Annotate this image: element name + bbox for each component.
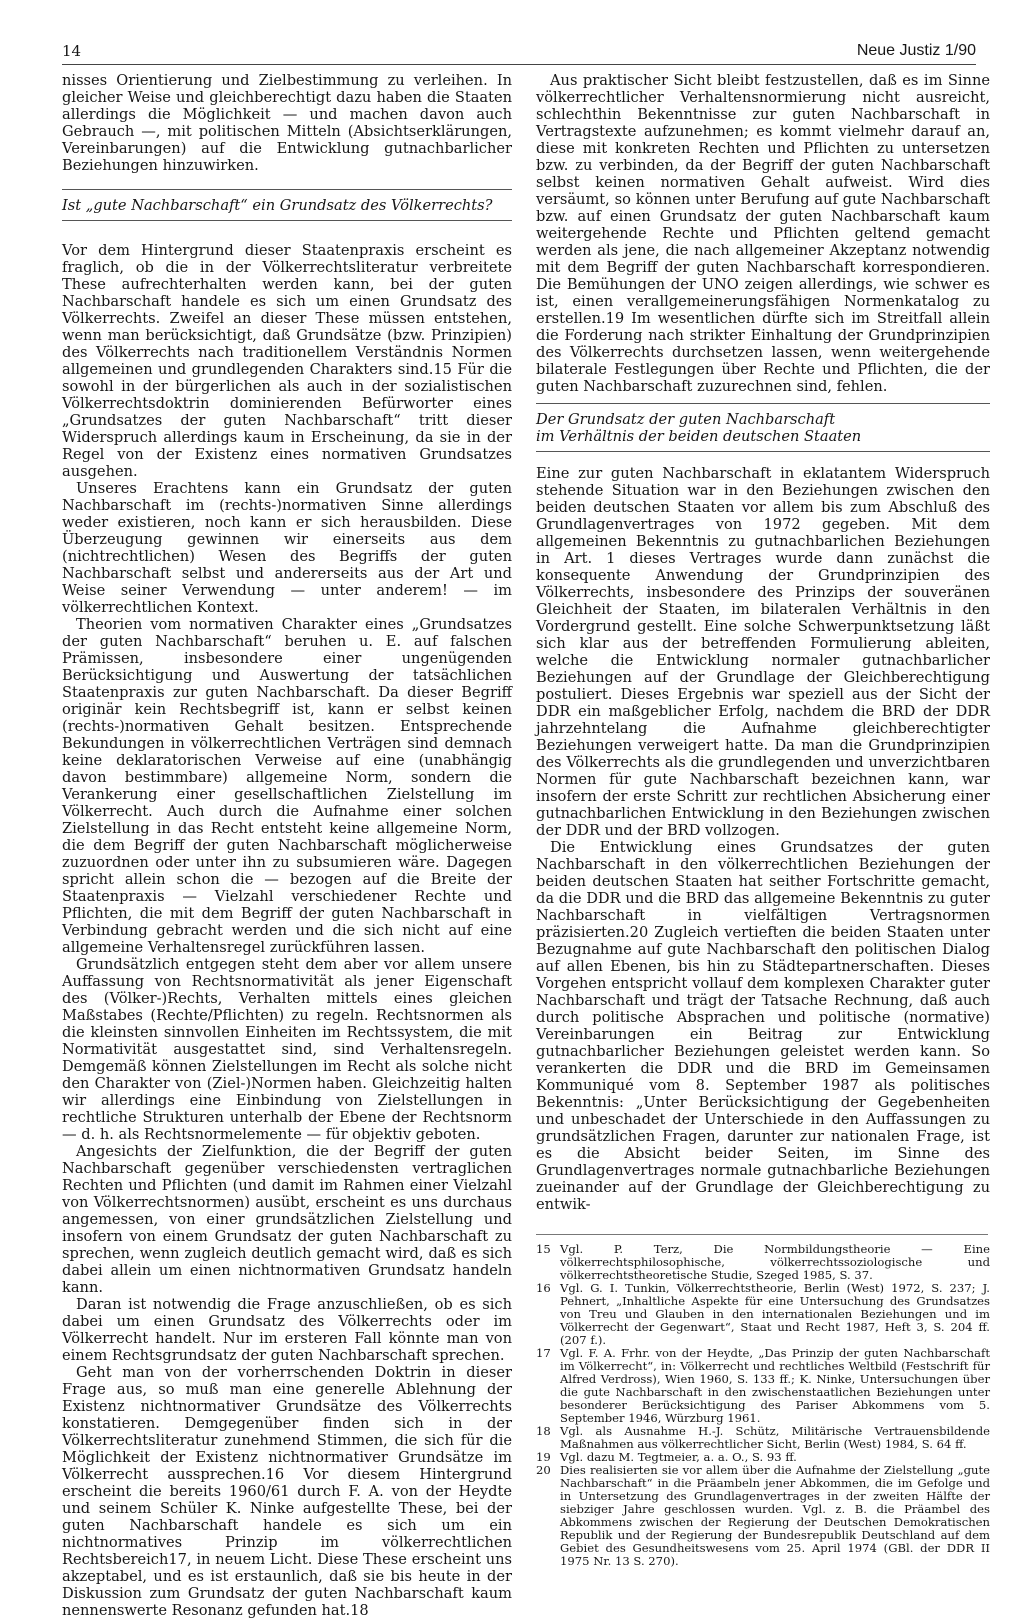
paragraph: Grundsätzlich entgegen steht dem aber vor allem unsere Auffassung von Rechtsnormativität als jener Eigenschaft des (Völker-)Rechts, Verhalten mittels eines gleichen Maßstabes (Rechte/Pflichten) zu regeln. Rechtsnormen als die kleinsten sinnvollen Einheiten im Rechtssystem, die mit Normativität ausgestattet sind, sind Verhaltensregeln. Demgemäß können Zielstellungen im Recht als solche nicht den Charakter von (Ziel-)Normen haben. Gleichzeitig halten wir allerdings eine Einbindung von Zielstellungen in rechtliche Strukturen unterhalb der Ebene der Rechtsnorm — d. h. als Rechtsnormelemente — für objektiv geboten. bbox=[62, 956, 512, 1143]
paragraph: Daran ist notwendig die Frage anzuschließen, ob es sich dabei um einen Grundsatz des Völkerrechts oder im Völkerrecht handelt. Nur im ersteren Fall könnte man von einem Rechtsgrundsatz der guten Nachbarschaft sprechen. bbox=[62, 1296, 512, 1364]
section-heading: Ist „gute Nachbarschaft“ ein Grundsatz des Völkerrechts? bbox=[62, 197, 493, 214]
footnote: 18 Vgl. als Ausnahme H.-J. Schütz, Militärische Vertrauensbildende Maßnahmen aus völkerrechtlicher Sicht, Berlin (West) 1984, S. 64 ff. bbox=[536, 1424, 990, 1451]
page-number: 14 bbox=[62, 42, 82, 60]
page-header bbox=[62, 40, 976, 64]
paragraph: Unseres Erachtens kann ein Grundsatz der guten Nachbarschaft im (rechts-)normativen Sinne allerdings weder existieren, noch kann er sich herausbilden. Diese Überzeugung gewinnen wir einerseits aus dem (nichtrechtlichen) Wesen des Begriffs der guten Nachbarschaft selbst und andererseits aus der Art und Weise seiner Verwendung — unter anderem! — im völkerrechtlichen Kontext. bbox=[62, 480, 512, 616]
paragraph: Die Entwicklung eines Grundsatzes der guten Nachbarschaft in den völkerrechtlichen Beziehungen der beiden deutschen Staaten hat seither Fortschritte gemacht, da die DDR und die BRD das allgemeine Bekenntnis zu guter Nachbarschaft in vielfältigen Vertragsnormen präzisierten.20 Zugleich vertieften die beiden Staaten unter Bezugnahme auf gute Nachbarschaft den politischen Dialog auf allen Ebenen, bis hin zu Städtepartnerschaften. Dieses Vorgehen entspricht vollauf dem komplexen Charakter guter Nachbarschaft und trägt der Tatsache Rechnung, daß auch durch politische Absprachen und politische (normative) Vereinbarungen ein Beitrag zur Entwicklung gutnachbarlicher Beziehungen geleistet werden kann. So verankerten die DDR und die BRD im Gemeinsamen Kommuniqué vom 8. September 1987 als politisches Bekenntnis: „Unter Berücksichtigung der Gegebenheiten und unbeschadet der Unterschiede in den Auffassungen zu grundsätzlichen Fragen, darunter zur nationalen Frage, ist es die Absicht beider Seiten, im Sinne des Grundlagenvertrages normale gutnachbarliche Beziehungen zueinander auf der Grundlage der Gleichberechtigung zu entwik- bbox=[536, 839, 990, 1213]
footnote-divider bbox=[536, 1234, 988, 1235]
paragraph: Aus praktischer Sicht bleibt festzustellen, daß es im Sinne völkerrechtlicher Verhaltensnormierung nicht ausreicht, schlechthin Bekenntnisse zur guten Nachbarschaft in Vertragstexte aufzunehmen; es kommt vielmehr darauf an, diese mit konkreten Rechten und Pflichten zu untersetzen bzw. zu verbinden, da der Begriff der guten Nachbarschaft selbst keinen normativen Gehalt aufweist. Wird dies versäumt, so können unter Berufung auf gute Nachbarschaft bzw. auf einen Grundsatz der guten Nachbarschaft kaum weitergehende Rechte und Pflichten geltend gemacht werden als jene, die nach allgemeiner Akzeptanz notwendig mit dem Begriff der guten Nachbarschaft korrespondieren. Die Bemühungen der UNO zeigen allerdings, wie schwer es ist, einen verallgemeinerungsfähigen Normenkatalog zu erstellen.19 Im wesentlichen dürfte sich im Streitfall allein die Forderung nach strikter Einhaltung der Grundprinzipien des Völkerrechts durchsetzen lassen, wenn weitergehende bilaterale Festlegungen über Rechte und Pflichten, die der guten Nachbarschaft zuzurechnen sind, fehlen. bbox=[536, 72, 990, 395]
paragraph: Theorien vom normativen Charakter eines „Grundsatzes der guten Nachbarschaft“ beruhen u. E. auf falschen Prämissen, insbesondere einer ungenügenden Berücksichtigung und Auswertung der tatsächlichen Staatenpraxis zur guten Nachbarschaft. Da dieser Begriff originär kein Rechtsbegriff ist, kann er selbst keinen (rechts-)normativen Gehalt besitzen. Entsprechende Bekundungen in völkerrechtlichen Verträgen sind demnach keine deklaratorischen Verweise auf eine (unabhängig davon bestimmbare) allgemeine Norm, sondern die Verankerung einer gesellschaftlichen Zielstellung im Völkerrecht. Auch durch die Aufnahme einer solchen Zielstellung in das Recht entsteht keine allgemeine Norm, die dem Begriff der guten Nachbarschaft möglicherweise zuzuordnen oder unter ihn zu subsumieren wäre. Dagegen spricht allein schon die — bezogen auf die Breite der Staatenpraxis — Vielzahl verschiedener Rechte und Pflichten, die mit dem Begriff der guten Nachbarschaft in Verbindung gebracht werden und die sich nicht auf eine allgemeine Verhaltensregel zurückführen lassen. bbox=[62, 616, 512, 956]
left-column bbox=[62, 72, 512, 1619]
section-divider bbox=[536, 451, 990, 452]
paragraph: Angesichts der Zielfunktion, die der Begriff der guten Nachbarschaft gegenüber verschiedensten vertraglichen Rechten und Pflichten (und damit im Rahmen einer Vielzahl von Völkerrechtsnormen) ausübt, erscheint es uns durchaus angemessen, von einer grundsätzlichen Zielstellung und insofern von einem Grundsatz der guten Nachbarschaft zu sprechen, wenn zugleich deutlich gemacht wird, daß es sich dabei allein um einen nichtnormativen Grundsatz handeln kann. bbox=[62, 1143, 512, 1296]
footnote: 16 Vgl. G. I. Tunkin, Völkerrechtstheorie, Berlin (West) 1972, S. 237; J. Pehnert, „Inhaltliche Aspekte für eine Untersuchung des Grundsatzes von Treu und Glauben in den internationalen Beziehungen und im Völkerrecht der Gegenwart“, Staat und Recht 1987, Heft 3, S. 204 ff. (207 f.). bbox=[536, 1281, 990, 1347]
header-divider bbox=[62, 64, 976, 65]
footnote: 15 Vgl. P. Terz, Die Normbildungstheorie — Eine völkerrechtsphilosophische, völkerrechtssoziologische und völkerrechtstheoretische Studie, Szeged 1985, S. 37. bbox=[536, 1242, 990, 1282]
section-divider bbox=[62, 220, 512, 221]
paragraph: Vor dem Hintergrund dieser Staatenpraxis erscheint es fraglich, ob die in der Völkerrechtsliteratur verbreitete These aufrechterhalten werden kann, bei der guten Nachbarschaft handele es sich um einen Grundsatz des Völkerrechts. Zweifel an dieser These müssen entstehen, wenn man berücksichtigt, daß Grundsätze (bzw. Prinzipien) des Völkerrechts nach traditionellem Verständnis Normen allgemeinen und grundlegenden Charakters sind.15 Für die sowohl in der bürgerlichen als auch in der sozialistischen Völkerrechtsdoktrin dominierenden Befürworter eines „Grundsatzes der guten Nachbarschaft“ tritt dieser Widerspruch allerdings kaum in Erscheinung, da sie in der Regel von der Existenz eines normativen Grundsatzes ausgehen. bbox=[62, 242, 512, 480]
footnote: 20 Dies realisierten sie vor allem über die Aufnahme der Zielstellung „gute Nachbarschaft“ in die Präambeln jener Abkommen, die im Gefolge und in Untersetzung des Grundlagenvertrages in der zweiten Hälfte der siebziger Jahre geschlossen wurden. Vgl. z. B. die Präambel des Abkommens zwischen der Regierung der Deutschen Demokratischen Republik und der Regierung der Bundesrepublik Deutschland auf dem Gebiet des Gesundheitswesens vom 25. April 1974 (GBl. der DDR II 1975 Nr. 13 S. 270). bbox=[536, 1463, 990, 1568]
paragraph: Eine zur guten Nachbarschaft in eklatantem Widerspruch stehende Situation war in den Beziehungen zwischen den beiden deutschen Staaten vor allem bis zum Abschluß des Grundlagenvertrages von 1972 gegeben. Mit dem allgemeinen Bekenntnis zu gutnachbarlichen Beziehungen in Art. 1 dieses Vertrages wurde dann zunächst die konsequente Anwendung der Grundprinzipien des Völkerrechts, insbesondere des Prinzips der souveränen Gleichheit der Staaten, im bilateralen Verhältnis in den Vordergrund gestellt. Eine solche Schwerpunktsetzung läßt sich klar aus der betreffenden Formulierung ableiten, welche die Entwicklung normaler gutnachbarlicher Beziehungen auf der Grundlage der Gleichberechtigung postuliert. Dieses Ergebnis war speziell aus der Sicht der DDR ein maßgeblicher Erfolg, nachdem die BRD der DDR jahrzehntelang die Aufnahme gleichberechtigter Beziehungen verweigert hatte. Da man die Grundprinzipien des Völkerrechts als die grundlegenden und unverzichtbaren Normen für gute Nachbarschaft bezeichnen kann, war insofern der erste Schritt zur rechtlichen Absicherung einer gutnachbarlichen Entwicklung in den Beziehungen zwischen der DDR und der BRD vollzogen. bbox=[536, 465, 990, 839]
paragraph: Geht man von der vorherrschenden Doktrin in dieser Frage aus, so muß man eine generelle Ablehnung der Existenz nichtnormativer Grundsätze des Völkerrechts konstatieren. Demgegenüber finden sich in der Völkerrechtsliteratur zunehmend Stimmen, die sich für die Möglichkeit der Existenz nichtnormativer Grundsätze im Völkerrecht aussprechen.16 Vor diesem Hintergrund erscheint die bereits 1960/61 durch F. A. von der Heydte und seinem Schüler K. Ninke aufgestellte These, bei der guten Nachbarschaft handele es sich um ein nichtnormatives Prinzip im völkerrechtlichen Rechtsbereich17, in neuem Licht. Diese These erscheint uns akzeptabel, und es ist erstaunlich, daß sie bis heute in der Diskussion zum Grundsatz der guten Nachbarschaft kaum nennenswerte Resonanz gefunden hat.18 bbox=[62, 1364, 512, 1619]
journal-issue: Neue Justiz 1/90 bbox=[856, 42, 976, 59]
paragraph: nisses Orientierung und Zielbestimmung zu verleihen. In gleicher Weise und gleichberechtigt dazu haben die Staaten allerdings die Möglichkeit — und machen davon auch Gebrauch —, mit politischen Mitteln (Absichtserklärungen, Vereinbarungen) auf die Entwicklung gutnachbarlicher Beziehungen hinzuwirken. bbox=[62, 72, 512, 174]
section-divider bbox=[62, 189, 512, 190]
right-column bbox=[536, 72, 990, 1568]
section-heading: Der Grundsatz der guten Nachbarschaft im Verhältnis der beiden deutschen Staaten bbox=[536, 411, 862, 445]
footnotes bbox=[536, 1243, 990, 1568]
footnote: 19 Vgl. dazu M. Tegtmeier, a. a. O., S. 93 ff. bbox=[536, 1450, 797, 1464]
section-divider bbox=[536, 403, 990, 404]
footnote: 17 Vgl. F. A. Frhr. von der Heydte, „Das Prinzip der guten Nachbarschaft im Völkerrecht“, in: Völkerrecht und rechtliches Weltbild (Festschrift für Alfred Verdross), Wien 1960, S. 133 ff.; K. Ninke, Untersuchungen über die gute Nachbarschaft in den zwischenstaatlichen Beziehungen unter besonderer Berücksichtigung des Pariser Abkommens vom 5. September 1946, Würzburg 1961. bbox=[536, 1346, 990, 1425]
